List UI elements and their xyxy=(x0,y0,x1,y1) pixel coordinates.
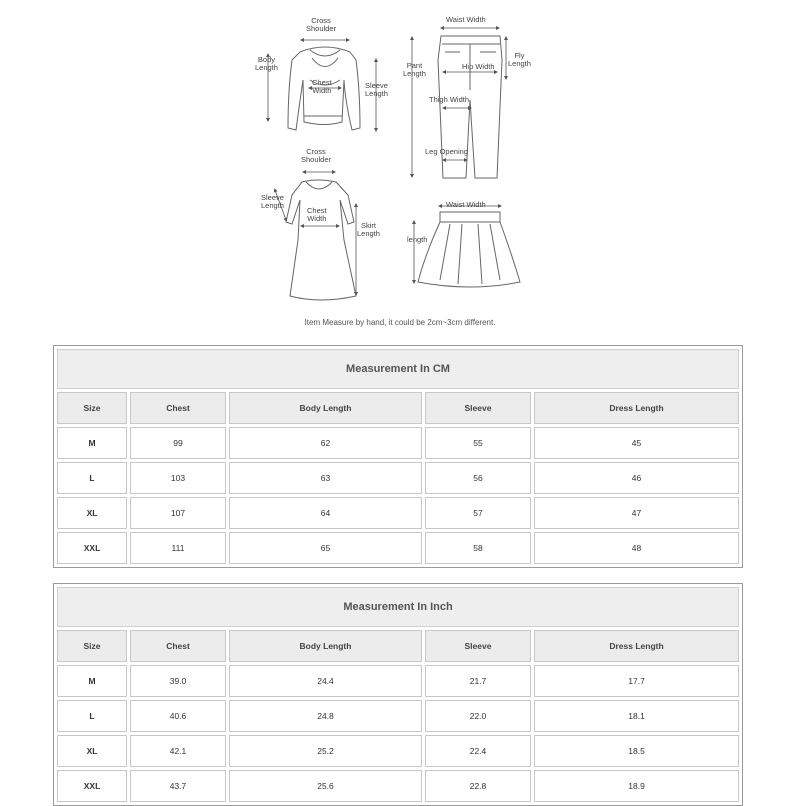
label-dress-cross-shoulder: Cross Shoulder xyxy=(301,147,332,164)
sleeve-cell: 22.4 xyxy=(425,735,531,767)
column-header: Sleeve xyxy=(425,630,531,662)
garment-illustrations xyxy=(0,0,800,335)
pants-icon xyxy=(438,36,502,178)
dress-length-cell: 18.5 xyxy=(534,735,739,767)
label-body-length: Body Length xyxy=(255,55,278,72)
table-row xyxy=(57,665,739,697)
sleeve-cell: 57 xyxy=(425,497,531,529)
measurement-table-inch xyxy=(53,583,743,806)
body-length-cell: 24.4 xyxy=(229,665,422,697)
label-dress-chest-width: Chest Width xyxy=(307,206,327,223)
sleeve-cell: 22.8 xyxy=(425,770,531,802)
body-length-cell: 24.8 xyxy=(229,700,422,732)
dress-icon xyxy=(286,180,356,300)
size-cell: XXL xyxy=(57,770,127,802)
table-row xyxy=(57,532,739,564)
measure-note: Item Measure by hand, it could be 2cm~3cm different. xyxy=(304,318,496,327)
label-sleeve-length: Sleeve Length xyxy=(365,81,388,98)
body-length-cell: 25.6 xyxy=(229,770,422,802)
label-fly-length: Fly Length xyxy=(508,51,531,68)
table-row xyxy=(57,427,739,459)
dress-length-cell: 48 xyxy=(534,532,739,564)
label-dress-sleeve-length: Sleeve Length xyxy=(261,193,284,210)
table-row xyxy=(57,462,739,494)
table-title: Measurement In Inch xyxy=(57,587,739,627)
label-skirt-waist-width: Waist Width xyxy=(446,200,486,209)
body-length-cell: 65 xyxy=(229,532,422,564)
label-hip-width: Hip Width xyxy=(462,62,495,71)
dress-length-cell: 45 xyxy=(534,427,739,459)
label-leg-opening: Leg Opening xyxy=(425,147,468,156)
label-cross-shoulder: Cross Shoulder xyxy=(306,16,337,33)
size-cell: XL xyxy=(57,497,127,529)
size-cell: XXL xyxy=(57,532,127,564)
chest-cell: 40.6 xyxy=(130,700,226,732)
table-title: Measurement In CM xyxy=(57,349,739,389)
sleeve-cell: 55 xyxy=(425,427,531,459)
column-header: Body Length xyxy=(229,630,422,662)
sleeve-cell: 22.0 xyxy=(425,700,531,732)
size-cell: M xyxy=(57,427,127,459)
sleeve-cell: 56 xyxy=(425,462,531,494)
skirt-icon xyxy=(418,212,520,287)
column-header: Size xyxy=(57,392,127,424)
dress-length-cell: 18.9 xyxy=(534,770,739,802)
sleeve-cell: 21.7 xyxy=(425,665,531,697)
column-header: Chest xyxy=(130,630,226,662)
chest-cell: 111 xyxy=(130,532,226,564)
dress-length-cell: 18.1 xyxy=(534,700,739,732)
body-length-cell: 62 xyxy=(229,427,422,459)
label-chest-width: Chest Width xyxy=(312,78,332,95)
label-waist-width: Waist Width xyxy=(446,15,486,24)
label-thigh-width: Thigh Width xyxy=(429,95,470,104)
dress-length-cell: 46 xyxy=(534,462,739,494)
chest-cell: 42.1 xyxy=(130,735,226,767)
body-length-cell: 63 xyxy=(229,462,422,494)
label-skirt-length: Skirt Length xyxy=(357,221,380,238)
column-header: Sleeve xyxy=(425,392,531,424)
measurement-table-cm xyxy=(53,345,743,568)
table-row xyxy=(57,497,739,529)
column-header: Chest xyxy=(130,392,226,424)
dress-length-cell: 17.7 xyxy=(534,665,739,697)
dress-length-cell: 47 xyxy=(534,497,739,529)
chest-cell: 103 xyxy=(130,462,226,494)
column-header: Body Length xyxy=(229,392,422,424)
size-cell: XL xyxy=(57,735,127,767)
label-pant-length: Pant Length xyxy=(403,61,426,78)
column-header: Size xyxy=(57,630,127,662)
column-header: Dress Length xyxy=(534,630,739,662)
chest-cell: 39.0 xyxy=(130,665,226,697)
table-row xyxy=(57,770,739,802)
table-row xyxy=(57,735,739,767)
size-cell: L xyxy=(57,700,127,732)
body-length-cell: 64 xyxy=(229,497,422,529)
column-header: Dress Length xyxy=(534,392,739,424)
chest-cell: 43.7 xyxy=(130,770,226,802)
sleeve-cell: 58 xyxy=(425,532,531,564)
size-cell: L xyxy=(57,462,127,494)
body-length-cell: 25.2 xyxy=(229,735,422,767)
table-row xyxy=(57,700,739,732)
chest-cell: 107 xyxy=(130,497,226,529)
label-skirt-length-short: length xyxy=(407,235,428,244)
size-cell: M xyxy=(57,665,127,697)
chest-cell: 99 xyxy=(130,427,226,459)
measurement-diagrams xyxy=(0,0,800,335)
